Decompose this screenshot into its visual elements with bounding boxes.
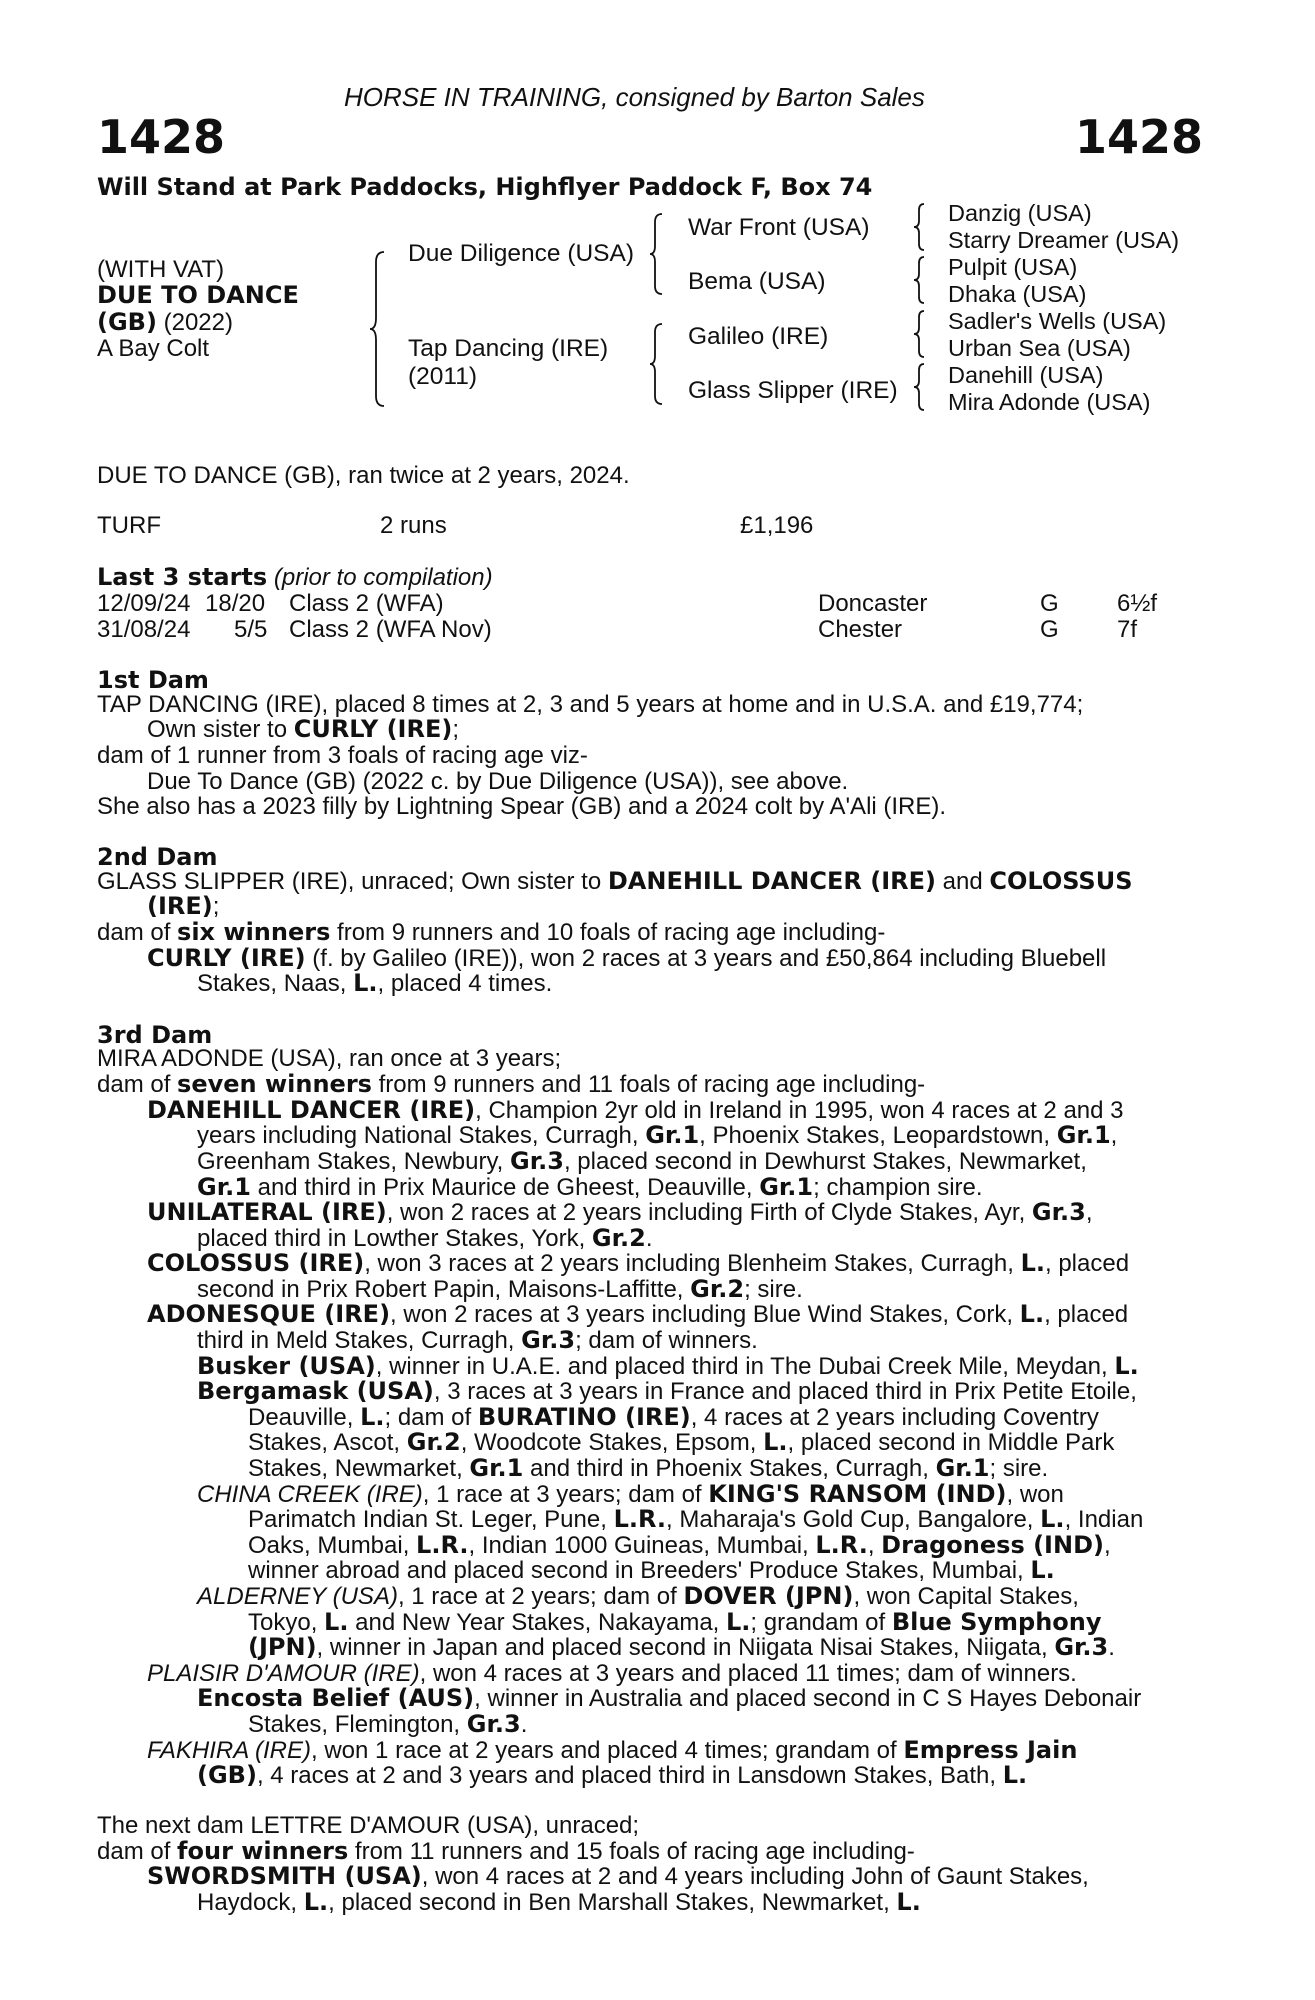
text-span: , 3 races at 3 years in France and placed third in Prix Petite Etoile, [433,1378,1137,1405]
start-position: 18/20 [205,590,266,617]
text-span: ; [452,716,460,743]
text-span: ADONESQUE (IRE) [147,1300,391,1328]
bergamask-entry-cont [248,1405,1099,1431]
pedigree-g3-7: Danehill (USA) [948,362,1104,388]
text-span: Stakes, Flemington, [248,1711,467,1738]
text-span: , 4 races at 2 and 3 years and placed third in Lansdown Stakes, Bath, [256,1762,1003,1789]
text-span: , placed second in Middle Park [787,1429,1115,1456]
bergamask-entry-cont [248,1456,1048,1482]
third-dam-heading: 3rd Dam [97,1021,213,1049]
text-span: , Maharaja's Gold Cup, Bangalore, [666,1506,1041,1533]
text-span: , placed second in Dewhurst Stakes, Newmarket, [563,1148,1087,1175]
pedigree-g3-6: Urban Sea (USA) [948,335,1131,361]
china-creek-entry-cont [248,1558,1055,1584]
text-span: ; grandam of [750,1609,892,1636]
earnings: £1,196 [740,512,814,539]
third-dam-line: MIRA ADONDE (USA), ran once at 3 years; [97,1045,562,1072]
text-span: L. [1030,1556,1055,1584]
text-span: Busker (USA) [197,1352,376,1380]
text-span: , won 4 races at 3 years and placed 11 times; dam of winners. [419,1660,1077,1687]
start-course: Doncaster [818,590,928,617]
text-span: , [1103,1532,1111,1559]
lot-number-left: 1428 [97,110,226,164]
text-span: L.R. [613,1505,667,1533]
text-span: FAKHIRA (IRE) [147,1737,312,1764]
start-date: 12/09/24 [97,590,191,617]
text-span: SWORDSMITH (USA) [147,1862,422,1890]
pedigree-g3-4: Dhaka (USA) [948,281,1087,307]
text-span: Gr.1 [759,1173,814,1201]
text-span: ; sire. [989,1455,1049,1482]
start-distance: 7f [1117,616,1138,643]
second-dam-produce-line [97,920,885,946]
g3-bracket-2 [912,255,928,305]
text-span: L. [360,1403,385,1431]
text-span: , won 3 races at 2 years including Blenheim Stakes, Curragh, [364,1250,1021,1277]
next-dam-line: The next dam LETTRE D'AMOUR (USA), unraced; [97,1812,640,1839]
text-span: L. [1040,1505,1065,1533]
winners-count: seven winners [177,1070,372,1098]
text-span: , placed [1044,1301,1129,1328]
pedigree-sire: Due Diligence (USA) [408,240,635,267]
start-going: G [1040,616,1059,643]
text-span: Gr.2 [591,1224,646,1252]
text-span: ; champion sire. [813,1174,983,1201]
pedigree-dam: Tap Dancing (IRE) [408,335,609,362]
text-span: Haydock, [197,1889,304,1916]
text-span: Greenham Stakes, Newbury, [197,1148,511,1175]
text-span: from 9 runners and 11 foals of racing age including- [371,1071,926,1098]
alderney-entry-cont [248,1610,1102,1636]
horse-origin [97,308,233,337]
runs-count: 2 runs [380,512,447,539]
pedigree-dam-year: (2011) [408,363,478,390]
pedigree-g3-8: Mira Adonde (USA) [948,389,1151,415]
danehill-dancer-name: DANEHILL DANCER (IRE) [607,867,936,895]
pedigree-sire-dam: Bema (USA) [688,268,826,295]
text-span: ; [212,893,220,920]
horse-name: DUE TO DANCE [97,281,299,309]
text-span: L. [763,1428,788,1456]
horse-description: A Bay Colt [97,335,210,362]
text-span: Deauville, [248,1404,361,1431]
text-span: L. [726,1608,751,1636]
lot-number-right: 1428 [1074,110,1203,164]
curly-entry [147,946,1106,972]
unilateral-entry [147,1200,1093,1226]
last-starts-note: (prior to compilation) [273,564,493,591]
text-span: ; dam of [384,1404,478,1431]
text-span: second in Prix Robert Papin, Maisons-Laffitte, [197,1276,691,1303]
pedigree-dam-dam: Glass Slipper (IRE) [688,377,898,404]
race-record-summary: DUE TO DANCE (GB), ran twice at 2 years, 2024. [97,462,630,489]
text-span: , Woodcote Stakes, Epsom, [460,1429,764,1456]
text-span: DOVER (JPN) [683,1582,854,1610]
text-span: Gr.1 [1056,1121,1111,1149]
text-span: CURLY (IRE) [147,944,306,972]
start-race: Class 2 (WFA) [289,590,444,617]
second-dam-heading: 2nd Dam [97,843,218,871]
unilateral-entry-cont [197,1226,653,1252]
colossus-name: COLOSSUS [989,867,1133,895]
start-going: G [1040,590,1059,617]
next-dam-produce-line [97,1839,915,1865]
pedigree-g3-2: Starry Dreamer (USA) [948,227,1180,253]
china-creek-entry [197,1482,1064,1508]
consignor-line: HORSE IN TRAINING, consigned by Barton Sales [344,82,925,112]
vat-label: (WITH VAT) [97,256,225,283]
text-span: , Indian 1000 Guineas, Mumbai, [468,1532,816,1559]
adonesque-entry-cont [197,1328,758,1354]
text-span: L.R. [416,1531,469,1559]
danehill-dancer-entry-cont [197,1123,1117,1149]
text-span: , [1085,1199,1093,1226]
text-span: Bergamask (USA) [197,1377,434,1405]
text-span: winner abroad and placed second in Breeders' Produce Stakes, Mumbai, [248,1557,1031,1584]
text-span: KING'S RANSOM (IND) [708,1480,1007,1508]
second-dam-line-cont [147,894,219,920]
curly-name: CURLY (IRE) [293,715,453,743]
start-race: Class 2 (WFA Nov) [289,616,492,643]
text-span: , winner in Japan and placed second in Niigata Nisai Stakes, Niigata, [316,1634,1055,1661]
text-span: Gr.3 [1031,1198,1086,1226]
china-creek-entry-cont [248,1507,1143,1533]
busker-entry [197,1354,1139,1380]
text-span: dam of [97,1838,178,1865]
text-span: (f. by Galileo (IRE)), won 2 races at 3 years and £50,864 including Bluebell [305,945,1107,972]
first-dam-heading: 1st Dam [97,666,209,694]
text-span: Tokyo, [248,1609,325,1636]
first-dam-foal-line: Due To Dance (GB) (2022 c. by Due Diligence (USA)), see above. [147,768,849,795]
pedigree-g3-1: Danzig (USA) [948,200,1092,226]
text-span: , Indian [1064,1506,1144,1533]
text-span: , Champion 2yr old in Ireland in 1995, won 4 races at 2 and 3 [475,1097,1124,1124]
text-span: and third in Phoenix Stakes, Curragh, [523,1455,936,1482]
location-line: Will Stand at Park Paddocks, Highflyer Paddock F, Box 74 [97,173,873,201]
swordsmith-entry-cont [197,1890,921,1916]
text-span: , won 1 race at 2 years and placed 4 times; grandam of [311,1737,904,1764]
text-span: Oaks, Mumbai, [248,1532,417,1559]
text-span: Gr.1 [469,1454,524,1482]
text-span: Dragoness (IND) [881,1531,1104,1559]
text-span: and [935,868,990,895]
first-dam-also-line: She also has a 2023 filly by Lightning Spear (GB) and a 2024 colt by A'Ali (IRE). [97,793,947,820]
text-span: third in Meld Stakes, Curragh, [197,1327,522,1354]
third-dam-produce-line [97,1072,925,1098]
text-span: Gr.2 [406,1428,461,1456]
text-span: L. [1114,1352,1139,1380]
text-span: from 11 runners and 15 foals of racing age including- [348,1838,915,1865]
alderney-entry [197,1584,1079,1610]
text-span: years including National Stakes, Curragh, [197,1122,646,1149]
text-span: UNILATERAL (IRE) [147,1198,387,1226]
text-span: from 9 runners and 10 foals of racing age including- [330,919,886,946]
text-span: CHINA CREEK (IRE) [197,1481,423,1508]
swordsmith-entry [147,1864,1089,1890]
text-span: ALDERNEY (USA) [197,1583,398,1610]
text-span: placed third in Lowther Stakes, York, [197,1225,592,1252]
text-span: L. [303,1888,329,1916]
text-span: Own sister to [147,716,294,743]
text-span: Stakes, Newmarket, [248,1455,470,1482]
winners-count: six winners [177,918,331,946]
pedigree-dam-sire: Galileo (IRE) [688,323,829,350]
text-span: L. [353,969,378,997]
text-span: Gr.1 [935,1454,990,1482]
text-span: dam of [97,1071,178,1098]
text-span: Gr.3 [1054,1633,1109,1661]
text-span: , [1110,1122,1118,1149]
text-span: and New Year Stakes, Nakayama, [348,1609,726,1636]
text-span: Gr.3 [521,1326,576,1354]
g3-bracket-3 [912,309,928,359]
pedigree-sire-sire: War Front (USA) [688,214,870,241]
text-span: Gr.2 [690,1275,745,1303]
text-span: , won 4 races at 2 and 4 years including John of Gaunt Stakes, [421,1863,1089,1890]
text-span: dam of [97,919,178,946]
dam-line-bracket [648,322,666,406]
text-span: (JPN) [248,1633,317,1661]
danehill-dancer-entry [147,1098,1124,1124]
text-span: Gr.3 [466,1710,521,1738]
text-span: , winner in Australia and placed second in C S Hayes Debonair [474,1685,1142,1712]
text-span: L.R. [815,1531,868,1559]
text-span: DANEHILL DANCER (IRE) [147,1096,476,1124]
text-span: and third in Prix Maurice de Gheest, Deauville, [250,1174,760,1201]
pedigree-g3-5: Sadler's Wells (USA) [948,308,1167,334]
text-span: L. [896,1888,921,1916]
alderney-entry-cont [248,1635,1115,1661]
colossus-entry-cont [197,1277,803,1303]
horse-year: (2022) [163,309,233,336]
encosta-belief-entry-cont [248,1712,527,1738]
encosta-belief-entry [197,1686,1141,1712]
start-distance: 6½f [1117,590,1158,617]
danehill-dancer-entry-cont [197,1175,983,1201]
text-span: Parimatch Indian St. Leger, Pune, [248,1506,614,1533]
text-span: (GB) [197,1761,257,1789]
text-span: COLOSSUS (IRE) [147,1249,365,1277]
horse-country: (GB) [97,308,157,336]
text-span: Gr.3 [510,1147,564,1175]
start-date: 31/08/24 [97,616,191,643]
text-span: , won 2 races at 2 years including Firth of Clyde Stakes, Ayr, [386,1199,1032,1226]
text-span: , placed second in Ben Marshall Stakes, Newmarket, [328,1889,897,1916]
text-span: , 1 race at 2 years; dam of [397,1583,684,1610]
text-span: Gr.1 [645,1121,700,1149]
text-span: L. [324,1608,349,1636]
text-span: L. [1002,1761,1028,1789]
bergamask-entry [197,1379,1137,1405]
text-span: , [867,1532,882,1559]
text-span: Blue Symphony [891,1608,1102,1636]
bergamask-entry-cont [248,1430,1114,1456]
text-span: , winner in U.A.E. and placed third in The Dubai Creek Mile, Meydan, [375,1353,1115,1380]
second-dam-line [97,869,1132,895]
last-starts-title: Last 3 starts [97,563,268,591]
text-span: , 1 race at 3 years; dam of [422,1481,709,1508]
pedigree-g3-3: Pulpit (USA) [948,254,1078,280]
text-span: BURATINO (IRE) [477,1403,691,1431]
fakhira-entry-cont [197,1763,1027,1789]
start-position: 5/5 [234,616,268,643]
text-span: (IRE) [147,892,213,920]
text-span: , placed 4 times. [377,970,553,997]
text-span: GLASS SLIPPER (IRE), unraced; Own sister to [97,868,608,895]
danehill-dancer-entry-cont [197,1149,1087,1175]
fakhira-entry [147,1738,1077,1764]
sire-line-bracket [648,212,666,296]
last-starts-heading [97,565,493,591]
curly-entry-cont [197,971,552,997]
text-span: , 4 races at 2 years including Coventry [690,1404,1099,1431]
text-span: , won [1006,1481,1064,1508]
text-span: L. [1019,1300,1045,1328]
text-span: ; dam of winners. [575,1327,758,1354]
text-span: PLAISIR D'AMOUR (IRE) [147,1660,420,1687]
text-span: Gr.1 [197,1173,251,1201]
colossus-entry [147,1251,1129,1277]
g3-bracket-4 [912,362,928,412]
text-span: ; sire. [744,1276,803,1303]
text-span: Empress Jain [903,1736,1078,1764]
g3-bracket-1 [912,202,928,252]
china-creek-entry-cont [248,1533,1111,1559]
start-course: Chester [818,616,903,643]
text-span: Encosta Belief (AUS) [197,1684,475,1712]
text-span: . [645,1225,653,1252]
text-span: Stakes, Ascot, [248,1429,407,1456]
text-span: L. [1020,1249,1045,1277]
first-dam-produce-line: dam of 1 runner from 3 foals of racing age viz- [97,742,588,769]
first-dam-line: TAP DANCING (IRE), placed 8 times at 2, 3 and 5 years at home and in U.S.A. and £19,774; [97,691,1084,718]
text-span: , placed [1044,1250,1130,1277]
text-span: . [520,1711,528,1738]
adonesque-entry [147,1302,1128,1328]
text-span: , won Capital Stakes, [853,1583,1079,1610]
winners-count: four winners [177,1837,349,1865]
first-dam-sister-line [147,717,459,743]
surface-label: TURF [97,512,161,539]
text-span: , won 2 races at 3 years including Blue Wind Stakes, Cork, [390,1301,1020,1328]
text-span: Stakes, Naas, [197,970,354,997]
sire-dam-bracket [368,250,388,408]
plaisir-damour-entry [147,1661,1077,1687]
text-span: , Phoenix Stakes, Leopardstown, [699,1122,1057,1149]
text-span: . [1108,1634,1115,1661]
